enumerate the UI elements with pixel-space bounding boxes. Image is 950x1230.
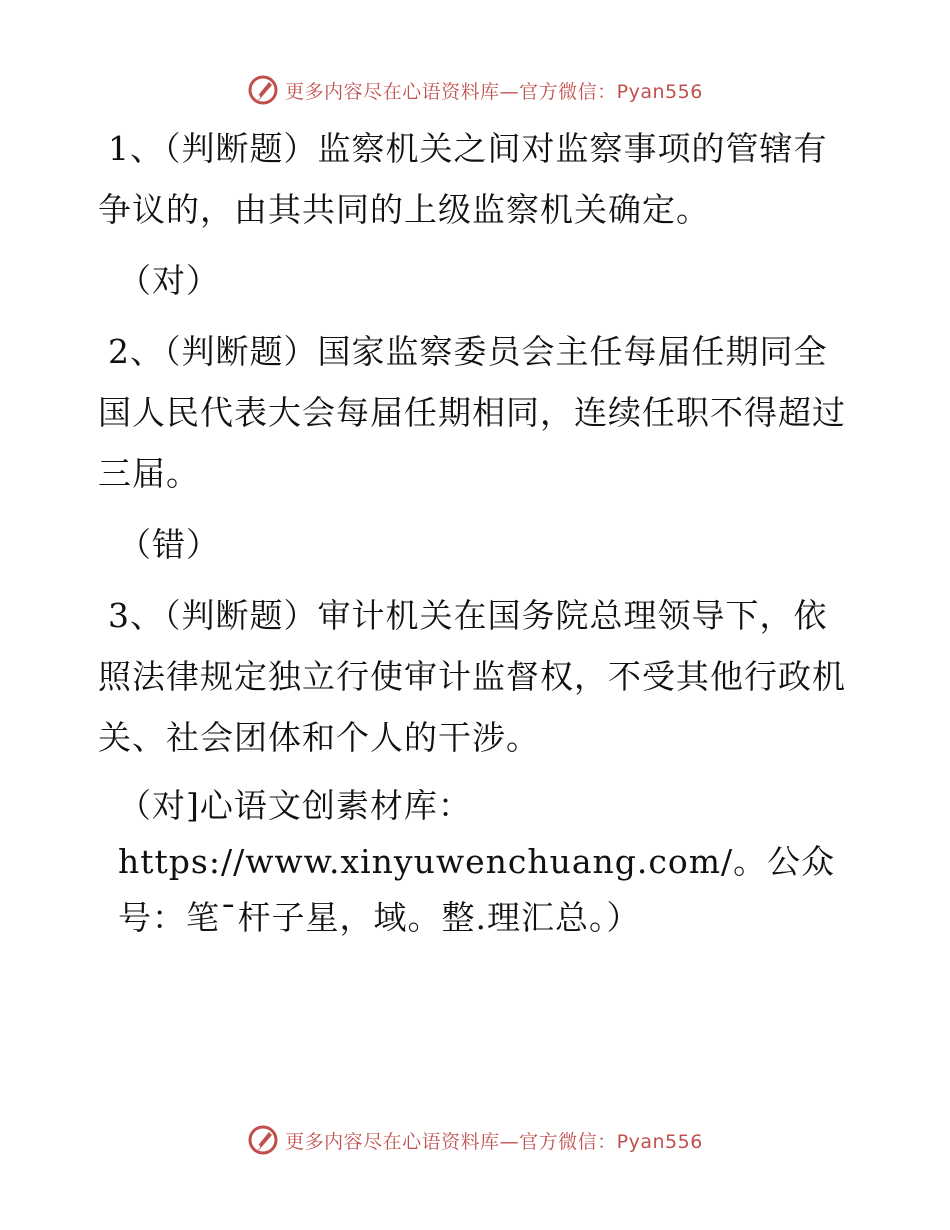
header-watermark bbox=[0, 70, 950, 110]
quill-pen-logo-icon bbox=[247, 1124, 279, 1156]
answer-3: （对]心语文创素材库：https://www.xinyuwenchuang.com/。公众号：笔¯杆子星，域。整.理汇总。） bbox=[118, 786, 836, 937]
watermark-text: 更多内容尽在心语资料库—官方微信：Pyan556 bbox=[285, 80, 703, 103]
watermark-text: 更多内容尽在心语资料库—官方微信：Pyan556 bbox=[285, 1130, 703, 1153]
question-3: 3、（判断题）审计机关在国务院总理领导下，依照法律规定独立行使审计监督权，不受其他行政机关、社会团体和个人的干涉。 bbox=[98, 596, 846, 757]
footer-watermark bbox=[0, 1120, 950, 1160]
answer-1: （对） bbox=[118, 261, 220, 300]
answer-2: （错） bbox=[118, 525, 220, 564]
question-2: 2、（判断题）国家监察委员会主任每届任期同全国人民代表大会每届任期相同，连续任职不得超过三届。 bbox=[98, 332, 846, 493]
quill-pen-logo-icon bbox=[247, 74, 279, 106]
document-body bbox=[98, 118, 854, 956]
question-1: 1、（判断题）监察机关之间对监察事项的管辖有争议的，由其共同的上级监察机关确定。 bbox=[98, 129, 828, 229]
